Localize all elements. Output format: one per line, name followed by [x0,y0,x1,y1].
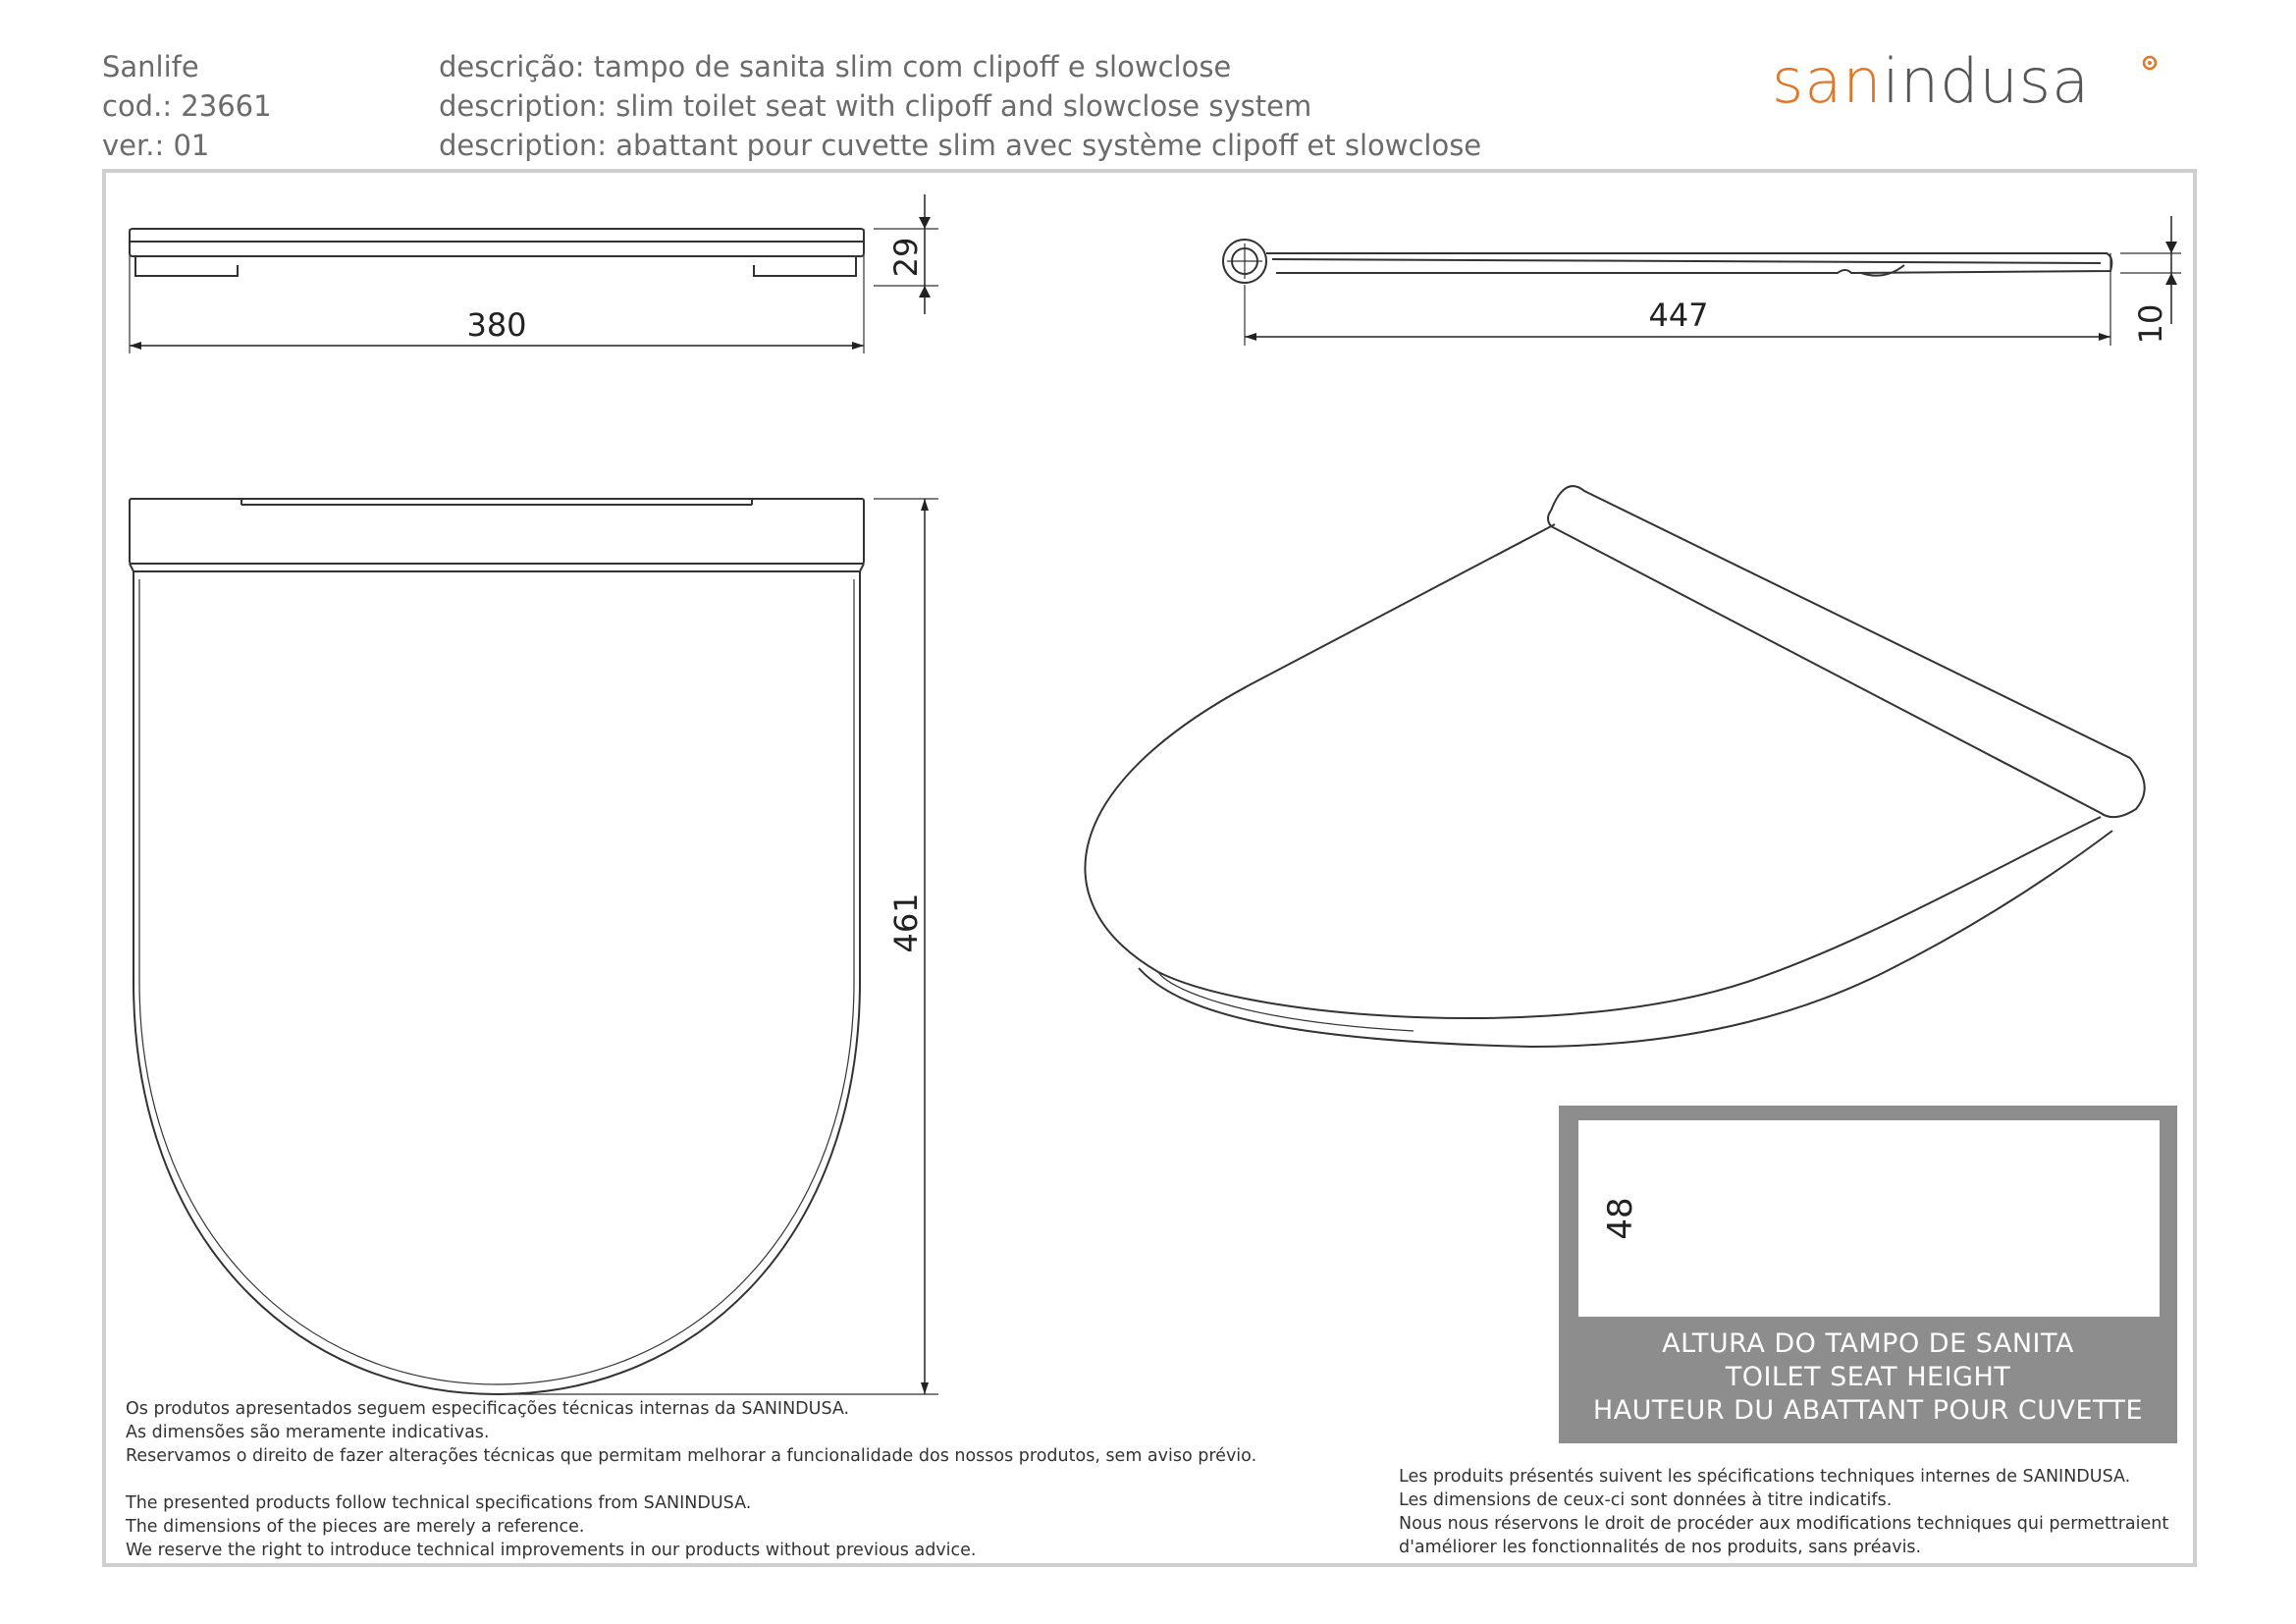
inset-drawing-area [1578,1120,2160,1317]
dimension-461: 461 [887,893,925,953]
dimension-380: 380 [466,306,527,344]
note-line: We reserve the right to introduce technical improvements in our products without previous advice. [126,1541,977,1560]
note-line: d'améliorer les fonctionnalités de nos produits, sans préavis. [1399,1538,1922,1557]
front-elevation-view [130,194,938,353]
note-line: Os produtos apresentados seguem especificações técnicas internas da SANINDUSA. [126,1399,850,1419]
caption-fr: HAUTEUR DU ABATTANT POUR CUVETTE [1592,1395,2144,1426]
product-version: ver.: 01 [102,129,210,162]
note-line: Reservamos o direito de fazer alterações técnicas que permitam melhorar a funcionalidade dos nossos produtos, sem aviso prévio. [126,1446,1257,1466]
caption-en: TOILET SEAT HEIGHT [1725,1362,2011,1392]
dimension-48: 48 [1601,1197,1640,1240]
dimension-10: 10 [2132,303,2169,345]
dimension-48-label [1590,1120,1649,1317]
description-en: description: slim toilet seat with clipoff and slowclose system [439,89,1312,123]
plan-view [130,499,938,1394]
perspective-view [1085,486,2144,1047]
logo-part-indusa: indusa [1882,45,2091,117]
product-code: cod.: 23661 [102,89,272,123]
note-line: As dimensões são meramente indicativas. [126,1423,490,1442]
note-line: Les produits présentés suivent les spécifications techniques internes de SANINDUSA. [1399,1467,2131,1487]
description-pt: descrição: tampo de sanita slim com clipoff e slowclose [439,50,1232,83]
notes-portuguese [126,1397,1256,1468]
dimension-447: 447 [1648,297,1709,334]
caption-pt: ALTURA DO TAMPO DE SANITA [1662,1328,2074,1359]
note-line: The dimensions of the pieces are merely a reference. [126,1517,585,1537]
inset-caption [1559,1327,2177,1428]
notes-french [1399,1465,2168,1559]
seat-height-inset [1559,1106,2177,1443]
dimension-29: 29 [887,237,925,278]
notes-english [126,1491,977,1562]
note-line: The presented products follow technical specifications from SANINDUSA. [126,1493,752,1513]
logo-part-san: san [1772,45,1883,117]
note-line: Nous nous réservons le droit de procéder aux modifications techniques qui permettraient [1399,1514,2169,1534]
description-fr: description: abattant pour cuvette slim avec système clipoff et slowclose [439,129,1482,162]
product-name: Sanlife [102,50,199,83]
note-line: Les dimensions de ceux-ci sont données à titre indicatifs. [1399,1490,1893,1510]
